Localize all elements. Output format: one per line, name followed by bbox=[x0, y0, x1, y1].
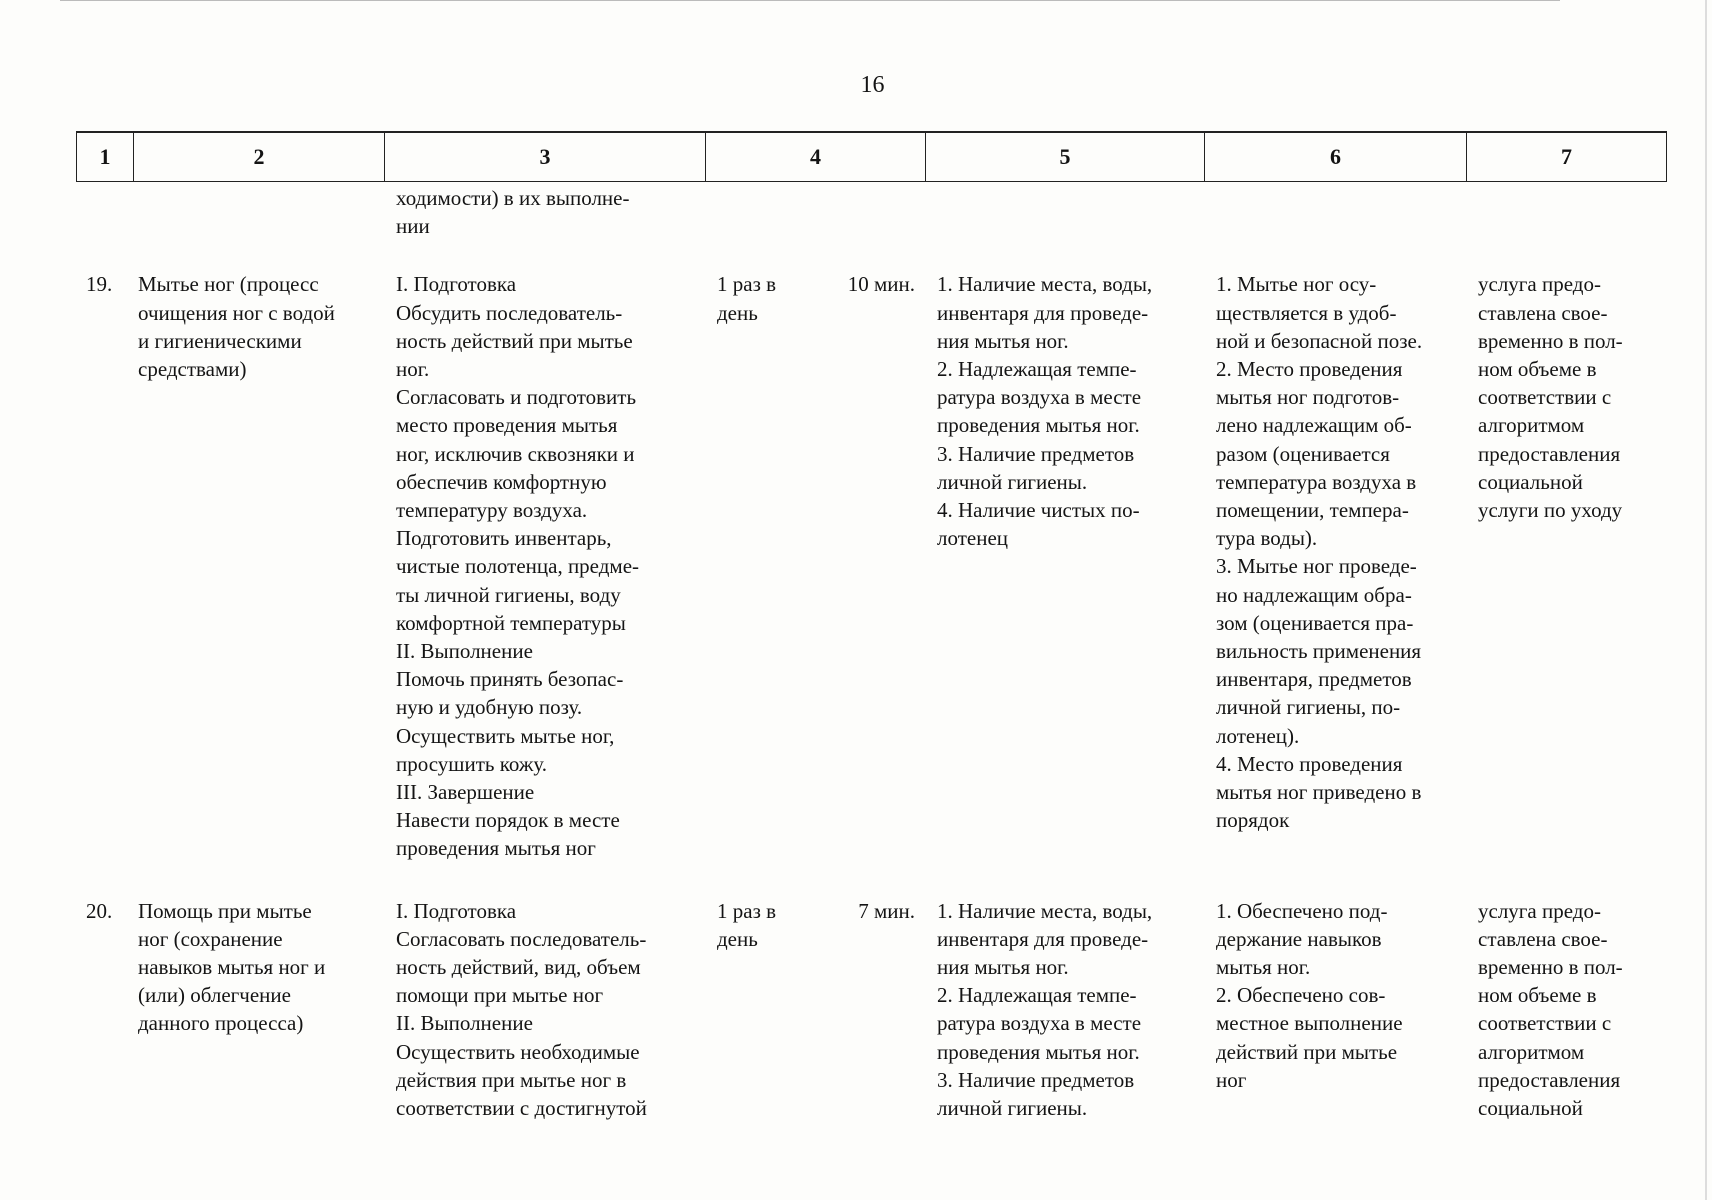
text-line: место проведения мытья bbox=[396, 413, 618, 438]
text-line: данного процесса) bbox=[138, 1011, 304, 1036]
text-line: I. Подготовка bbox=[396, 272, 517, 297]
text-line: лотенец bbox=[937, 526, 1008, 551]
text-line: социальной bbox=[1478, 469, 1583, 494]
page-number: 16 bbox=[860, 72, 885, 98]
quality-indicators bbox=[1204, 897, 1466, 1094]
text-line: температуру воздуха. bbox=[396, 498, 588, 523]
quality-indicators bbox=[1204, 270, 1466, 834]
service-conditions bbox=[925, 270, 1204, 552]
text-line: 4. Наличие чистых по- bbox=[937, 498, 1140, 523]
text-line: помещении, темпера- bbox=[1216, 498, 1409, 523]
text-line: алгоритмом bbox=[1478, 413, 1585, 438]
text-line: временно в пол- bbox=[1478, 328, 1623, 353]
text-line: 2. Надлежащая темпе- bbox=[937, 357, 1137, 382]
text-line: проведения мытья ног bbox=[396, 836, 596, 861]
header-col-3: 3 bbox=[385, 132, 706, 182]
text-line: чистые полотенца, предме- bbox=[396, 554, 640, 579]
text-line: вильность применения bbox=[1216, 639, 1422, 664]
header-row bbox=[77, 132, 1667, 182]
text-line: нии bbox=[396, 214, 430, 239]
header-col-5: 5 bbox=[926, 132, 1205, 182]
text-line: ног bbox=[1216, 1067, 1247, 1092]
text-line: ность действий, вид, объем bbox=[396, 955, 641, 980]
text-line: ществляется в удоб- bbox=[1216, 300, 1397, 325]
continuation-row bbox=[76, 184, 1666, 240]
text-line: Осуществить мытье ног, bbox=[396, 723, 615, 748]
text-line: ног. bbox=[396, 357, 430, 382]
text-line: II. Выполнение bbox=[396, 639, 533, 664]
text-line: соответствии с bbox=[1478, 385, 1612, 410]
text-line: помощи при мытье ног bbox=[396, 983, 604, 1008]
text-line: 1. Наличие места, воды, bbox=[937, 272, 1153, 297]
text-line: 1 раз в bbox=[717, 272, 777, 297]
text-line: ног, исключив сквозняки и bbox=[396, 441, 635, 466]
text-line: разом (оценивается bbox=[1216, 441, 1390, 466]
table-body bbox=[76, 184, 1666, 1122]
text-line: обеспечив комфортную bbox=[396, 469, 607, 494]
text-line: ты личной гигиены, воду bbox=[396, 582, 621, 607]
text-line: Обсудить последователь- bbox=[396, 300, 623, 325]
text-line: Помощь при мытье bbox=[138, 898, 312, 923]
frequency-duration bbox=[705, 270, 925, 326]
text-line: держание навыков bbox=[1216, 926, 1382, 951]
text-line: мытья ног приведено в bbox=[1216, 780, 1422, 805]
text-line: услуга предо- bbox=[1478, 898, 1601, 923]
text-line: 2. Обеспечено сов- bbox=[1216, 983, 1386, 1008]
text-line: очищения ног с водой bbox=[138, 300, 335, 325]
text-line: соответствии с достигнутой bbox=[396, 1096, 647, 1121]
service-result bbox=[1466, 270, 1666, 524]
text-line: действия при мытье ног в bbox=[396, 1067, 627, 1092]
text-line: личной гигиены. bbox=[937, 1096, 1088, 1121]
text-line: услуги по уходу bbox=[1478, 498, 1623, 523]
text-line: навыков мытья ног и bbox=[138, 955, 326, 980]
text-line: 1. Наличие места, воды, bbox=[937, 898, 1153, 923]
text-line: социальной bbox=[1478, 1096, 1583, 1121]
text-line: мытья ног подготов- bbox=[1216, 385, 1400, 410]
text-line: зом (оценивается пра- bbox=[1216, 610, 1414, 635]
text-line: ном объеме в bbox=[1478, 983, 1597, 1008]
text-line: Навести порядок в месте bbox=[396, 808, 620, 833]
text-line: Мытье ног (процесс bbox=[138, 272, 319, 297]
header-col-7: 7 bbox=[1467, 132, 1667, 182]
text-line: ной и безопасной позе. bbox=[1216, 328, 1423, 353]
text-line: 2. Надлежащая темпе- bbox=[937, 983, 1137, 1008]
header-col-4: 4 bbox=[706, 132, 926, 182]
text-line: проведения мытья ног. bbox=[937, 413, 1140, 438]
text-line: Подготовить инвентарь, bbox=[396, 526, 612, 551]
text-line: ходимости) в их выполне- bbox=[396, 186, 630, 210]
service-actions bbox=[384, 270, 705, 862]
text-line: II. Выполнение bbox=[396, 1011, 533, 1036]
text-line: ном объеме в bbox=[1478, 357, 1597, 382]
duration: 7 мин. bbox=[858, 898, 915, 923]
text-line: предоставления bbox=[1478, 1067, 1621, 1092]
text-line: личной гигиены. bbox=[937, 469, 1088, 494]
text-line: Помочь принять безопас- bbox=[396, 667, 624, 692]
text-line: тура воды). bbox=[1216, 526, 1318, 551]
text-line: 2. Место проведения bbox=[1216, 357, 1403, 382]
text-line: ратура воздуха в месте bbox=[937, 385, 1142, 410]
service-actions bbox=[384, 897, 705, 1123]
text-line: (или) облегчение bbox=[138, 983, 291, 1008]
frequency bbox=[717, 270, 815, 326]
service-name bbox=[133, 270, 384, 383]
text-line: просушить кожу. bbox=[396, 751, 547, 776]
text-line: ног (сохранение bbox=[138, 926, 283, 951]
text-line: но надлежащим обра- bbox=[1216, 582, 1412, 607]
text-line: ратура воздуха в месте bbox=[937, 1011, 1142, 1036]
text-line: местное выполнение bbox=[1216, 1011, 1403, 1036]
text-line: 4. Место проведения bbox=[1216, 751, 1403, 776]
text-line: временно в пол- bbox=[1478, 955, 1623, 980]
text-line: ния мытья ног. bbox=[937, 328, 1069, 353]
text-line: средствами) bbox=[138, 357, 247, 382]
text-line: 1. Обеспечено под- bbox=[1216, 898, 1388, 923]
text-line: порядок bbox=[1216, 808, 1290, 833]
text-line: инвентаря для проведе- bbox=[937, 300, 1149, 325]
text-line: день bbox=[717, 300, 758, 325]
header-col-2: 2 bbox=[134, 132, 385, 182]
table-header bbox=[76, 131, 1667, 182]
service-name bbox=[133, 897, 384, 1038]
service-result bbox=[1466, 897, 1666, 1123]
frequency bbox=[717, 897, 815, 953]
text-line: Согласовать последователь- bbox=[396, 926, 647, 951]
text-line: ность действий при мытье bbox=[396, 328, 633, 353]
text-line: лотенец). bbox=[1216, 723, 1300, 748]
text-line: ставлена свое- bbox=[1478, 300, 1608, 325]
text-line: услуга предо- bbox=[1478, 272, 1601, 297]
text-line: и гигиеническими bbox=[138, 328, 302, 353]
text-line: предоставления bbox=[1478, 441, 1621, 466]
text-line: Согласовать и подготовить bbox=[396, 385, 637, 410]
table-row-20 bbox=[76, 897, 1666, 1123]
text-line: 1. Мытье ног осу- bbox=[1216, 272, 1377, 297]
text-line: 3. Наличие предметов bbox=[937, 1067, 1135, 1092]
header-col-6: 6 bbox=[1205, 132, 1467, 182]
page-right-edge bbox=[1705, 0, 1707, 1200]
text-line: проведения мытья ног. bbox=[937, 1039, 1140, 1064]
page-top-edge bbox=[60, 0, 1560, 1]
text-line: алгоритмом bbox=[1478, 1039, 1585, 1064]
text-line: инвентаря, предметов bbox=[1216, 667, 1412, 692]
row-number: 20. bbox=[86, 898, 113, 923]
text-line: лено надлежащим об- bbox=[1216, 413, 1412, 438]
text-line: ставлена свое- bbox=[1478, 926, 1608, 951]
text-line: I. Подготовка bbox=[396, 898, 517, 923]
duration: 10 мин. bbox=[847, 272, 915, 297]
row-number: 19. bbox=[86, 272, 113, 297]
text-line: действий при мытье bbox=[1216, 1039, 1398, 1064]
text-line: III. Завершение bbox=[396, 780, 535, 805]
text-line: 3. Наличие предметов bbox=[937, 441, 1135, 466]
table-row-19 bbox=[76, 270, 1666, 862]
text-line: ния мытья ног. bbox=[937, 955, 1069, 980]
text-line: мытья ног. bbox=[1216, 955, 1311, 980]
text-line: Осуществить необходимые bbox=[396, 1039, 640, 1064]
text-line: комфортной температуры bbox=[396, 610, 626, 635]
text-line: день bbox=[717, 926, 758, 951]
text-line: 3. Мытье ног проведе- bbox=[1216, 554, 1417, 579]
header-col-1: 1 bbox=[77, 132, 134, 182]
continuation-actions bbox=[384, 184, 705, 240]
text-line: 1 раз в bbox=[717, 898, 777, 923]
text-line: ную и удобную позу. bbox=[396, 695, 583, 720]
text-line: инвентаря для проведе- bbox=[937, 926, 1149, 951]
text-line: температура воздуха в bbox=[1216, 469, 1417, 494]
text-line: соответствии с bbox=[1478, 1011, 1612, 1036]
service-conditions bbox=[925, 897, 1204, 1123]
frequency-duration bbox=[705, 897, 925, 953]
text-line: личной гигиены, по- bbox=[1216, 695, 1401, 720]
